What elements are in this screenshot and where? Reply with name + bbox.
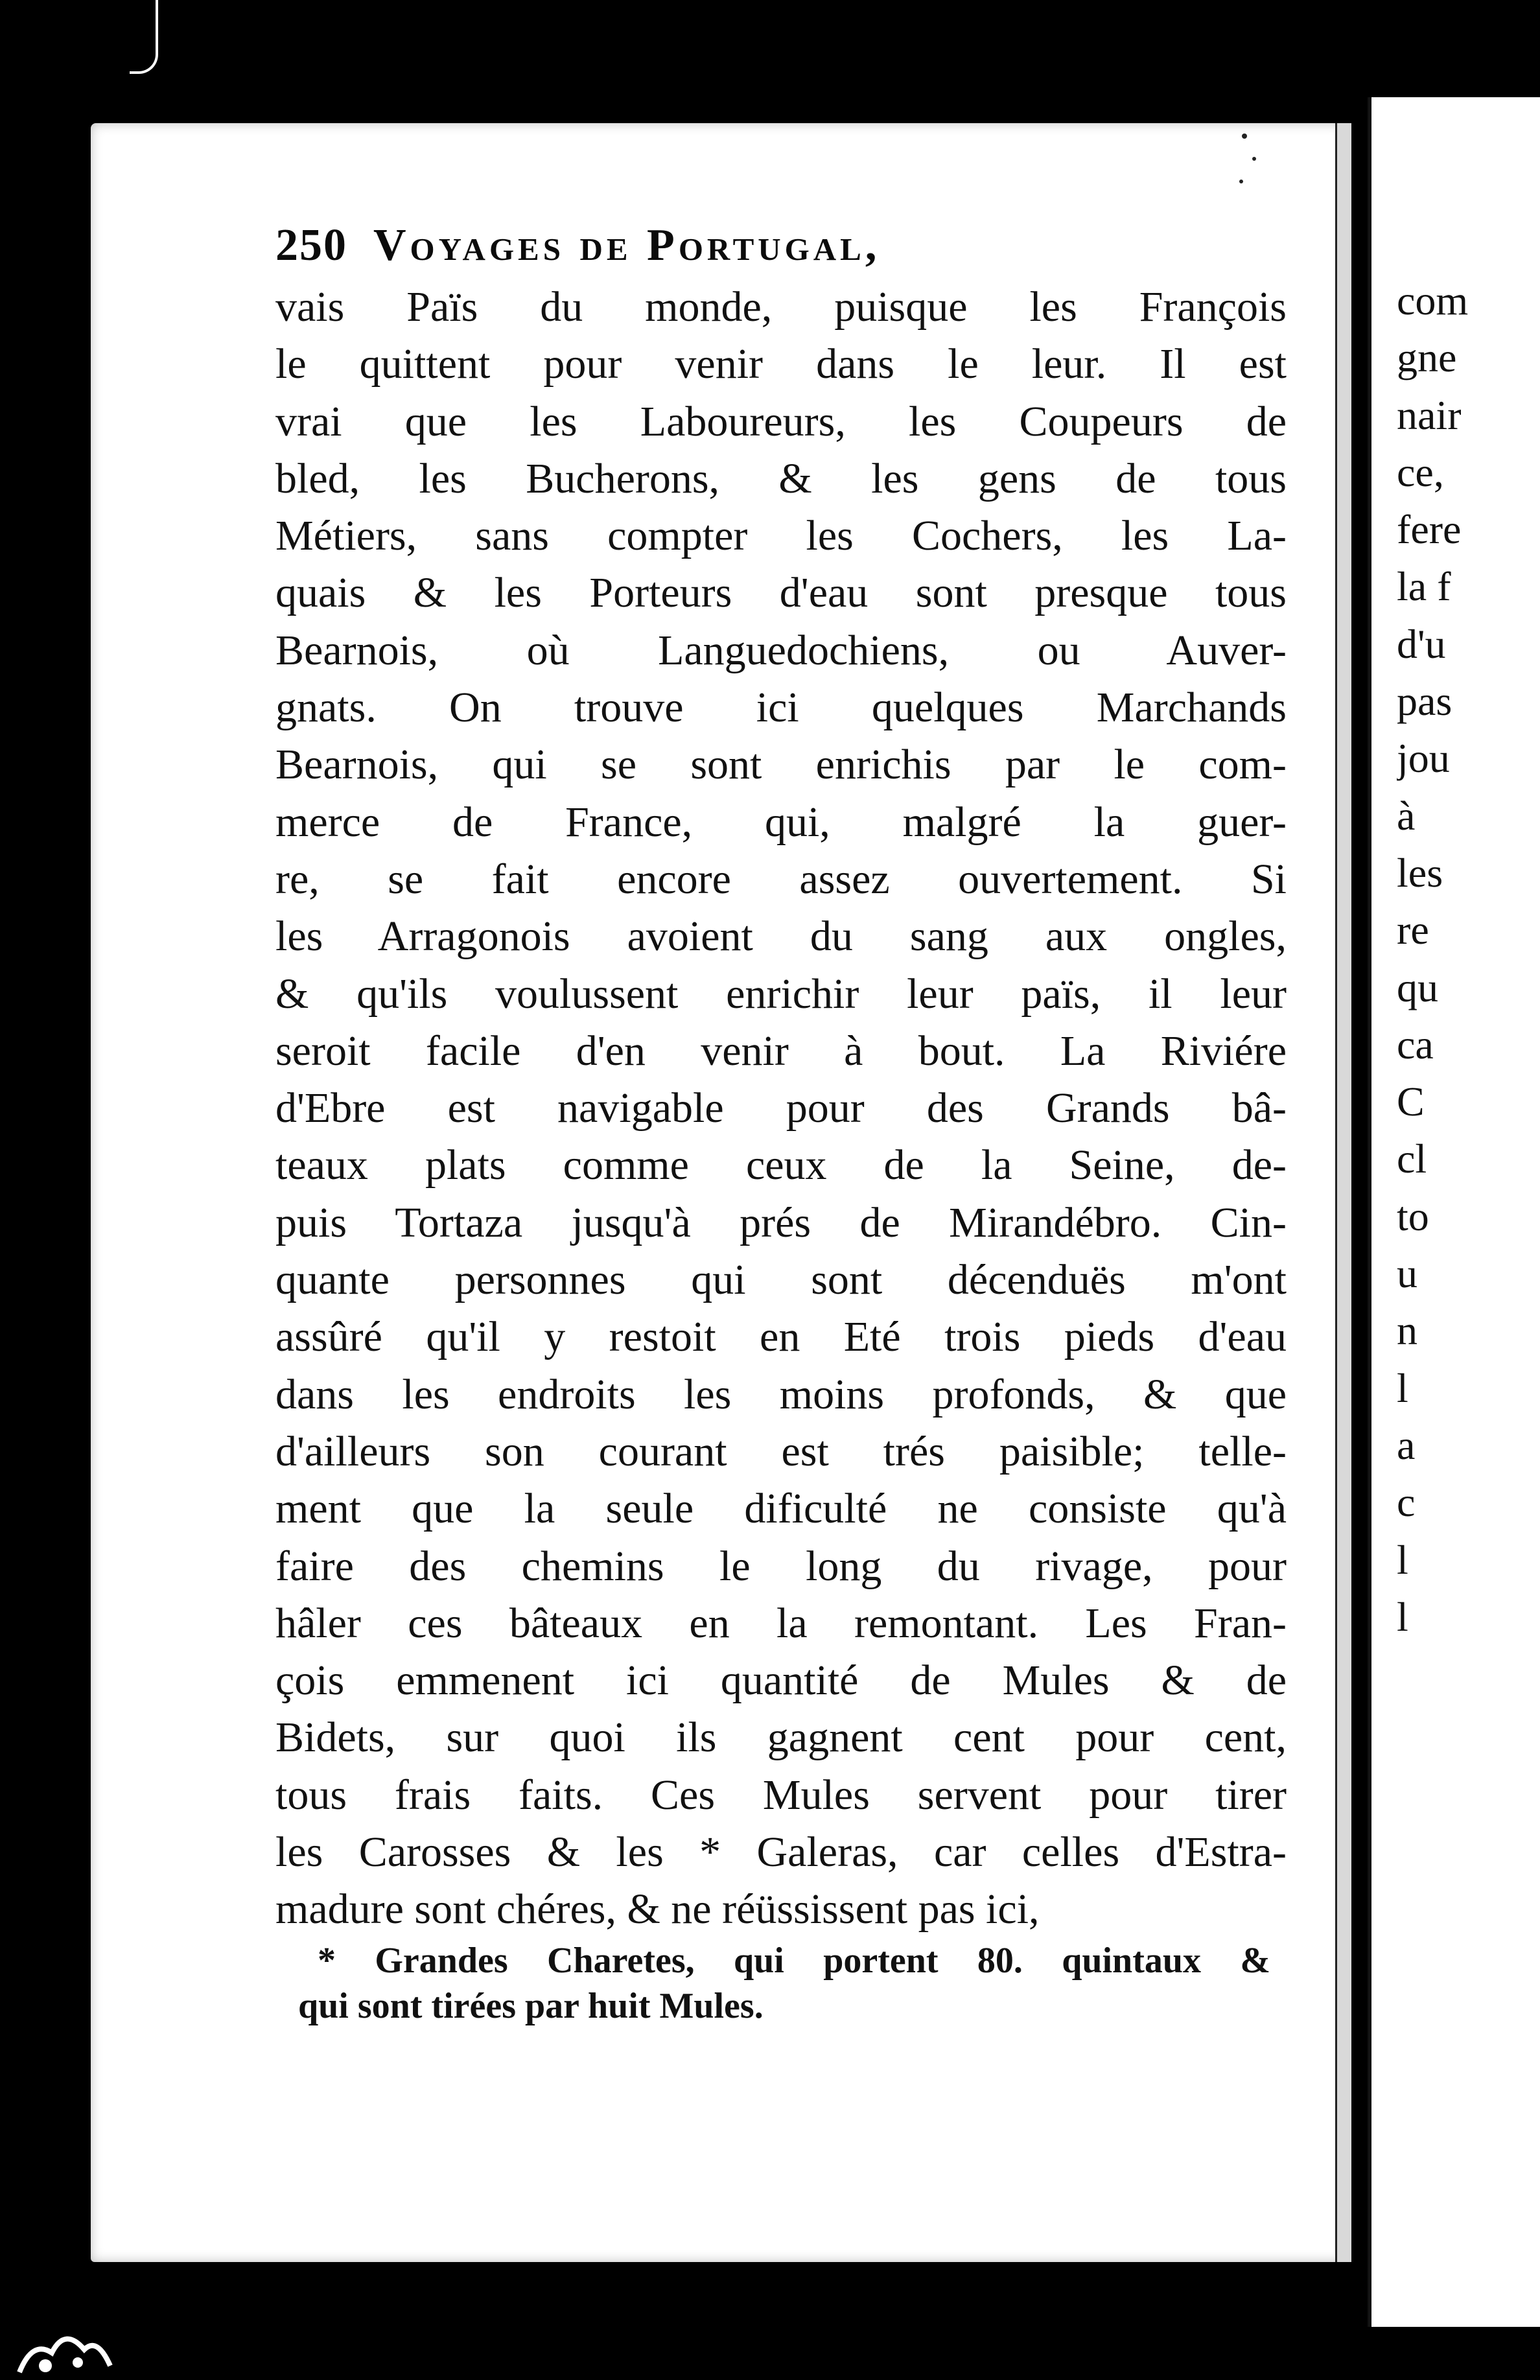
adjacent-line: fere <box>1397 506 1462 553</box>
text-line: tous frais faits. Ces Mules servent pour tirer <box>275 1771 1287 1819</box>
text-line: Métiers, sans compter les Cochers, les La- <box>275 512 1287 560</box>
adjacent-line: re <box>1397 907 1429 953</box>
adjacent-line: com <box>1397 277 1469 323</box>
adjacent-line: ce, <box>1397 449 1444 495</box>
adjacent-line: l <box>1397 1536 1408 1583</box>
text-line: les Carosses & les * Galeras, car celles d'Estra- <box>275 1828 1287 1876</box>
adjacent-line: qu <box>1397 964 1438 1010</box>
text-line: re, se fait encore assez ouvertement. Si <box>275 855 1287 903</box>
text-line: teaux plats comme ceux de la Seine, de- <box>275 1141 1287 1189</box>
text-line: bled, les Bucherons, & les gens de tous <box>275 454 1287 502</box>
adjacent-page-text <box>1397 272 1540 1646</box>
adjacent-line: cl <box>1397 1136 1427 1182</box>
text-line: puis Tortaza jusqu'à prés de Mirandébro. Cin- <box>275 1198 1287 1246</box>
adjacent-line: c <box>1397 1479 1416 1526</box>
text-line: les Arragonois avoient du sang aux ongles, <box>275 913 1287 961</box>
text-line: & qu'ils voulussent enrichir leur païs, il leur <box>275 970 1287 1018</box>
text-line: Bearnois, qui se sont enrichis par le com- <box>275 741 1287 789</box>
text-line: çois emmenent ici quantité de Mules & de <box>275 1657 1287 1705</box>
adjacent-line: les <box>1397 849 1443 896</box>
adjacent-line: gne <box>1397 334 1457 381</box>
text-line: quante personnes qui sont décenduës m'ont <box>275 1256 1287 1304</box>
adjacent-line: nair <box>1397 391 1462 438</box>
text-line: ment que la seule dificulté ne consiste qu'à <box>275 1485 1287 1533</box>
text-line: assûré qu'il y restoit en Eté trois pieds d'eau <box>275 1313 1287 1361</box>
adjacent-line: pas <box>1397 678 1452 725</box>
footnote-line: qui sont tirées par huit Mules. <box>298 1986 764 2026</box>
adjacent-line: la f <box>1397 563 1451 610</box>
text-line: seroit facile d'en venir à bout. La Riviére <box>275 1027 1287 1075</box>
text-line: gnats. On trouve ici quelques Marchands <box>275 684 1287 732</box>
text-line: hâler ces bâteaux en la remontant. Les Fran- <box>275 1599 1287 1647</box>
adjacent-line: ca <box>1397 1021 1434 1068</box>
adjacent-line: n <box>1397 1307 1418 1354</box>
footnote <box>298 1938 1270 2029</box>
text-line: quais & les Porteurs d'eau sont presque tous <box>275 569 1287 617</box>
text-line: d'Ebre est navigable pour des Grands bâ- <box>275 1084 1287 1132</box>
scan-corner-mark <box>130 0 158 74</box>
text-line: d'ailleurs son courant est trés paisible; telle- <box>275 1427 1287 1475</box>
running-head <box>275 217 1105 274</box>
adjacent-line: à <box>1397 792 1416 839</box>
page-number: 250 <box>275 220 347 270</box>
text-line: merce de France, qui, malgré la guer- <box>275 798 1287 846</box>
page-gutter <box>1335 123 1351 2262</box>
adjacent-line: l <box>1397 1593 1408 1640</box>
running-title: Voyages de Portugal, <box>373 220 881 270</box>
text-line: madure sont chéres, & ne réüssissent pas ici, <box>275 1885 1040 1933</box>
text-line: Bidets, sur quoi ils gagnent cent pour cent, <box>275 1714 1287 1762</box>
text-line: vais Païs du monde, puisque les François <box>275 283 1287 331</box>
adjacent-line: to <box>1397 1193 1429 1239</box>
ink-specks-icon <box>1231 123 1270 201</box>
adjacent-line: a <box>1397 1421 1416 1468</box>
footnote-line: * Grandes Charetes, qui portent 80. quintaux & <box>318 1941 1270 1981</box>
body-text <box>275 279 1287 1939</box>
adjacent-line: l <box>1397 1364 1408 1411</box>
text-line: le quittent pour venir dans le leur. Il est <box>275 340 1287 388</box>
adjacent-line: d'u <box>1397 620 1446 667</box>
ornament-icon <box>6 2314 123 2379</box>
text-line: faire des chemins le long du rivage, pour <box>275 1542 1287 1590</box>
text-line: vrai que les Laboureurs, les Coupeurs de <box>275 397 1287 445</box>
adjacent-line: C <box>1397 1079 1425 1125</box>
text-line: dans les endroits les moins profonds, & que <box>275 1370 1287 1418</box>
text-line: Bearnois, où Languedochiens, ou Auver- <box>275 626 1287 674</box>
adjacent-line: jou <box>1397 735 1450 782</box>
adjacent-line: u <box>1397 1250 1418 1297</box>
